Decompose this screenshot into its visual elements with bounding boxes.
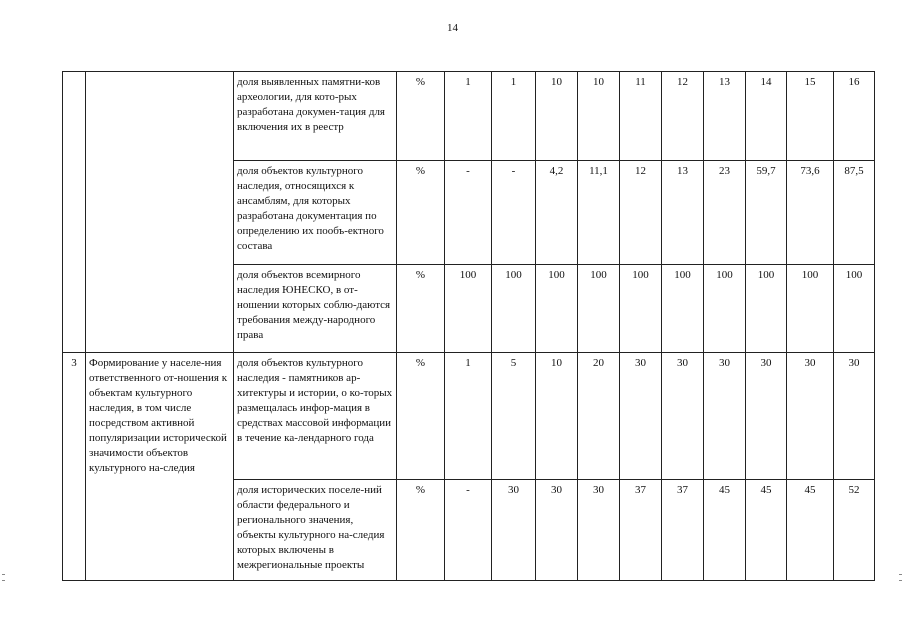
table-row xyxy=(63,72,875,161)
value-cell: 100 xyxy=(445,265,492,353)
value-cell: 1 xyxy=(492,72,536,161)
unit-cell: % xyxy=(397,480,445,581)
value-cell: 45 xyxy=(746,480,787,581)
value-cell: 30 xyxy=(787,353,834,480)
value-cell: 73,6 xyxy=(787,161,834,265)
page-number: 14 xyxy=(447,22,458,34)
indicator-cell: доля выявленных памятни-ков археологии, для кото-рых разработана докумен-тация для включения их в реестр xyxy=(234,72,397,161)
indicator-cell: доля объектов всемирного наследия ЮНЕСКО, в от-ношении которых соблю-даются требования между-народного права xyxy=(234,265,397,353)
value-cell: 30 xyxy=(704,353,746,480)
value-cell: 12 xyxy=(620,161,662,265)
task-cell: Формирование у населе-ния ответственного от-ношения к объектам культурного наследия, в том числе посредством активной популяризации исторической значимости объектов культурного на-следия xyxy=(86,353,234,581)
row-number-cell xyxy=(63,72,86,353)
value-cell: 45 xyxy=(787,480,834,581)
value-cell: 37 xyxy=(662,480,704,581)
value-cell: 5 xyxy=(492,353,536,480)
value-cell: 37 xyxy=(620,480,662,581)
scan-edge-mark xyxy=(899,580,902,581)
value-cell: 11 xyxy=(620,72,662,161)
value-cell: 30 xyxy=(492,480,536,581)
unit-cell: % xyxy=(397,72,445,161)
value-cell: 10 xyxy=(536,72,578,161)
value-cell: 45 xyxy=(704,480,746,581)
row-number-cell: 3 xyxy=(63,353,86,581)
value-cell: 100 xyxy=(536,265,578,353)
value-cell: 100 xyxy=(492,265,536,353)
value-cell: 15 xyxy=(787,72,834,161)
value-cell: 10 xyxy=(536,353,578,480)
value-cell: 30 xyxy=(834,353,875,480)
value-cell: - xyxy=(445,161,492,265)
unit-cell: % xyxy=(397,265,445,353)
unit-cell: % xyxy=(397,161,445,265)
indicator-cell: доля объектов культурного наследия, относящихся к ансамблям, для которых разработана документация по определению их пообъ-ектного состава xyxy=(234,161,397,265)
unit-cell: % xyxy=(397,353,445,480)
value-cell: 13 xyxy=(704,72,746,161)
scan-edge-mark xyxy=(2,580,5,581)
value-cell: 52 xyxy=(834,480,875,581)
value-cell: 30 xyxy=(746,353,787,480)
value-cell: 100 xyxy=(620,265,662,353)
indicator-cell: доля исторических поселе-ний области федерального и регионального значения, объекты культурного на-следия которых включены в межрегиональные проекты xyxy=(234,480,397,581)
value-cell: 100 xyxy=(834,265,875,353)
value-cell: 23 xyxy=(704,161,746,265)
task-cell xyxy=(86,72,234,353)
value-cell: 1 xyxy=(445,72,492,161)
table-row xyxy=(63,353,875,480)
indicators-table xyxy=(62,71,875,581)
value-cell: 16 xyxy=(834,72,875,161)
value-cell: 87,5 xyxy=(834,161,875,265)
value-cell: 30 xyxy=(620,353,662,480)
value-cell: 10 xyxy=(578,72,620,161)
value-cell: 100 xyxy=(787,265,834,353)
scan-edge-mark xyxy=(2,574,5,575)
value-cell: 4,2 xyxy=(536,161,578,265)
value-cell: 59,7 xyxy=(746,161,787,265)
value-cell: - xyxy=(492,161,536,265)
value-cell: 14 xyxy=(746,72,787,161)
value-cell: 20 xyxy=(578,353,620,480)
indicator-cell: доля объектов культурного наследия - памятников ар-хитектуры и истории, о ко-торых размещалась инфор-мация в средствах массовой информации в течение ка-лендарного года xyxy=(234,353,397,480)
value-cell: 1 xyxy=(445,353,492,480)
value-cell: 12 xyxy=(662,72,704,161)
value-cell: 100 xyxy=(704,265,746,353)
value-cell: 30 xyxy=(536,480,578,581)
value-cell: - xyxy=(445,480,492,581)
scan-edge-mark xyxy=(899,574,902,575)
value-cell: 11,1 xyxy=(578,161,620,265)
value-cell: 13 xyxy=(662,161,704,265)
value-cell: 30 xyxy=(662,353,704,480)
value-cell: 100 xyxy=(662,265,704,353)
value-cell: 100 xyxy=(746,265,787,353)
value-cell: 100 xyxy=(578,265,620,353)
value-cell: 30 xyxy=(578,480,620,581)
